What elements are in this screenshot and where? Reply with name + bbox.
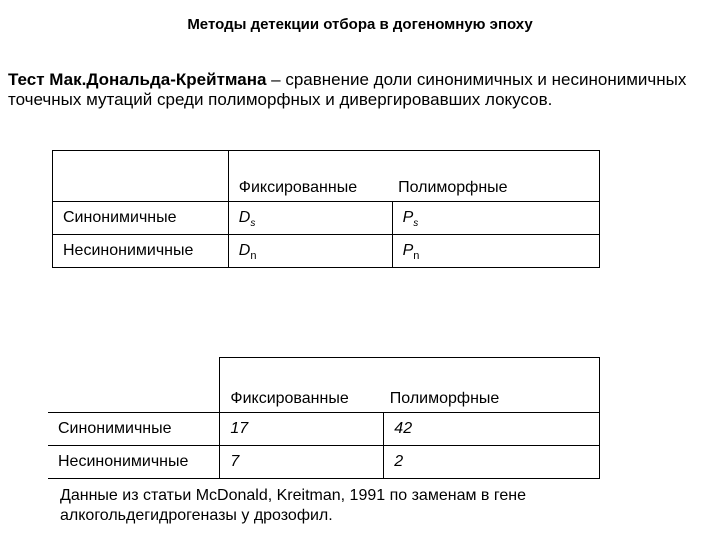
cell-fixed	[228, 202, 392, 235]
cell-polymorphic	[392, 235, 599, 268]
row-label: Несинонимичные	[48, 446, 220, 479]
cell-polymorphic: 2	[384, 446, 600, 479]
table-row	[53, 235, 600, 268]
cell-fixed	[228, 235, 392, 268]
symbol-base: D	[238, 209, 251, 226]
cell-polymorphic	[392, 202, 599, 235]
header-cell-polymorphic: Полиморфные	[384, 358, 600, 413]
mk-table-symbols	[52, 150, 600, 268]
intro-lead: Тест Мак.Дональда-Крейтмана	[8, 70, 267, 89]
row-label: Несинонимичные	[53, 235, 229, 268]
page-title: Методы детекции отбора в догеномную эпоху	[187, 16, 533, 33]
table-header-row	[53, 151, 600, 202]
intro-rest: – сравнение доли синонимичных и несинонимичных точечных мутаций среди полиморфных и дивергировавших локусов.	[8, 70, 687, 109]
mk-table-values	[48, 357, 600, 479]
symbol-base: P	[402, 242, 414, 259]
symbol-base: D	[238, 242, 251, 259]
table-row	[48, 413, 600, 446]
symbol-base: P	[402, 209, 414, 226]
row-label: Синонимичные	[48, 413, 220, 446]
header-cell-fixed: Фиксированные	[228, 151, 392, 202]
header-cell-empty	[48, 358, 220, 413]
cell-fixed: 7	[220, 446, 384, 479]
table-row	[48, 446, 600, 479]
cell-fixed: 17	[220, 413, 384, 446]
table-header-row	[48, 358, 600, 413]
header-cell-polymorphic: Полиморфные	[392, 151, 599, 202]
symbol-subscript: n	[250, 250, 257, 262]
intro-paragraph	[8, 70, 708, 110]
symbol-subscript: s	[413, 218, 419, 229]
row-label: Синонимичные	[53, 202, 229, 235]
table-row	[53, 202, 600, 235]
header-cell-fixed: Фиксированные	[220, 358, 384, 413]
cell-polymorphic: 42	[384, 413, 600, 446]
symbol-subscript: n	[413, 250, 420, 262]
source-note: Данные из статьи McDonald, Kreitman, 1991 по заменам в гене алкогольдегидрогеназы у дрозофил.	[60, 487, 526, 524]
symbol-subscript: s	[250, 218, 256, 229]
header-cell-empty	[53, 151, 229, 202]
